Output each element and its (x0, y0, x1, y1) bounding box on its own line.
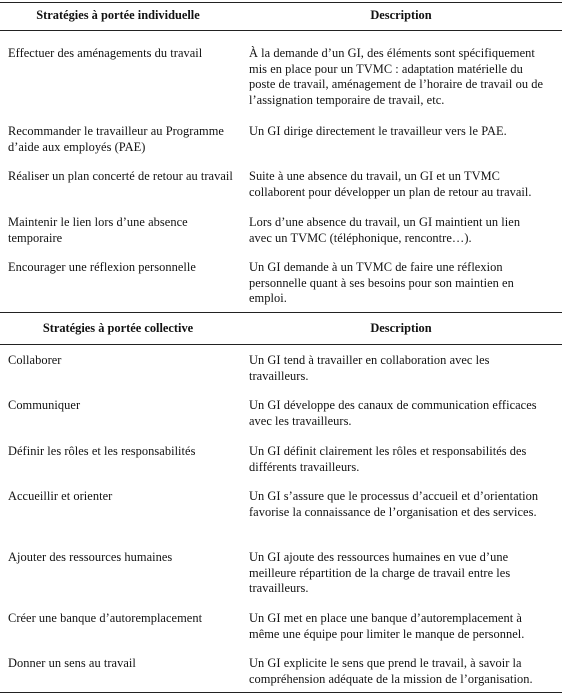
strategy-cell: Définir les rôles et les responsabilités (8, 444, 196, 458)
strategy-cell: Ajouter des ressources humaines (8, 550, 173, 564)
strategy-cell: Maintenir le lien lors d’une absence temporaire (8, 215, 188, 245)
description-cell: À la demande d’un GI, des éléments sont spécifiquement mis en place pour un TVMC : adaptation matérielle du poste de travail, aménagement de l’horaire de travail ou de l’assignation temporaire de travail, etc. (249, 46, 544, 107)
strategy-cell: Communiquer (8, 398, 81, 412)
description-cell: Un GI demande à un TVMC de faire une réflexion personnelle quant à ses besoins pour son maintien en emploi. (249, 260, 514, 305)
strategy-cell: Collaborer (8, 353, 62, 367)
description-cell: Un GI définit clairement les rôles et responsabilités des différents travailleurs. (249, 444, 527, 474)
description-cell: Suite à une absence du travail, un GI et un TVMC collaborent pour développer un plan de retour au travail. (249, 169, 532, 199)
header-collective-description: Description (370, 321, 432, 335)
strategy-cell: Recommander le travailleur au Programme d’aide aux employés (PAE) (8, 124, 224, 154)
strategy-cell: Accueillir et orienter (8, 489, 113, 503)
description-cell: Un GI ajoute des ressources humaines en vue d’une meilleure répartition de la charge de travail entre les travailleurs. (249, 550, 511, 595)
description-cell: Un GI tend à travailler en collaboration avec les travailleurs. (249, 353, 490, 383)
strategy-cell: Créer une banque d’autoremplacement (8, 611, 203, 625)
strategy-cell: Encourager une réflexion personnelle (8, 260, 196, 274)
description-cell: Un GI met en place une banque d’autoremplacement à même une équipe pour limiter le manque de personnel. (249, 611, 525, 641)
strategy-cell: Effectuer des aménagements du travail (8, 46, 203, 60)
table-top-rule (0, 2, 562, 3)
description-cell: Lors d’une absence du travail, un GI maintient un lien avec un TVMC (téléphonique, rencontre…). (249, 215, 521, 245)
header-collective-rule (0, 344, 562, 345)
strategy-cell: Donner un sens au travail (8, 656, 136, 670)
header-individual-description: Description (370, 8, 432, 22)
description-cell: Un GI dirige directement le travailleur vers le PAE. (249, 124, 507, 138)
strategy-cell: Réaliser un plan concerté de retour au travail (8, 169, 233, 183)
table-bottom-rule (0, 692, 562, 693)
description-cell: Un GI développe des canaux de communication efficaces avec les travailleurs. (249, 398, 537, 428)
description-cell: Un GI explicite le sens que prend le travail, à savoir la compréhension adéquate de la mission de l’organisation. (249, 656, 533, 686)
header-collective-strategy: Stratégies à portée collective (42, 321, 194, 335)
header-individual-strategy: Stratégies à portée individuelle (36, 8, 200, 22)
header-individual-rule (0, 30, 562, 31)
section-divider-rule (0, 312, 562, 313)
description-cell: Un GI s’assure que le processus d’accueil et d’orientation favorise la connaissance de l’organisation et des services. (249, 489, 539, 519)
